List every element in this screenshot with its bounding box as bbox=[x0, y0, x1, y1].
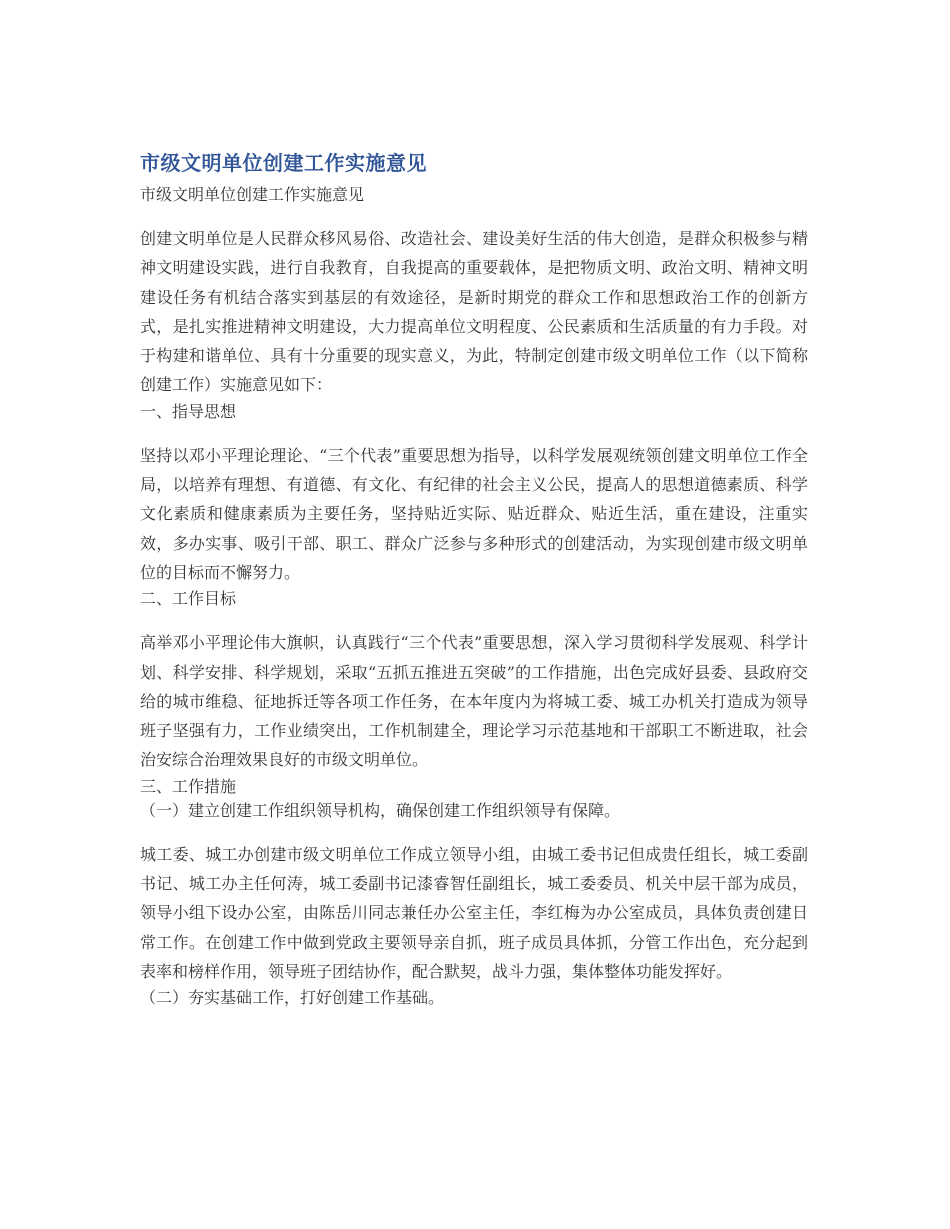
document-title: 市级文明单位创建工作实施意见 bbox=[140, 151, 427, 175]
work-goals-paragraph: 高举邓小平理论伟大旗帜，认真践行“三个代表”重要思想，深入学习贯彻科学发展观、科学计划、科学安排、科学规划，采取“五抓五推进五突破”的工作措施，出色完成好县委、县政府交给的城市维稳、征地拆迁等各项工作任务，在本年度内为将城工委、城工办机关打造成为领导班子坚强有力，工作业绩突出，工作机制建全，理论学习示范基地和干部职工不断进取，社会治安综合治理效果良好的市级文明单位。 bbox=[140, 633, 808, 770]
section-heading-work-goals: 二、工作目标 bbox=[140, 589, 237, 609]
measure-2-heading: （二）夯实基础工作，打好创建工作基础。 bbox=[140, 988, 445, 1008]
document-body bbox=[140, 148, 808, 1010]
guiding-ideology-paragraph: 坚持以邓小平理论理论、“三个代表”重要思想为指导，以科学发展观统领创建文明单位工作全局，以培养有理想、有道德、有文化、有纪律的社会主义公民，提高人的思想道德素质、科学文化素质和健康素质为主要任务，坚持贴近实际、贴近群众、贴近生活，重在建设，注重实效，多办实事、吸引干部、职工、群众广泛参与多种形式的创建活动，为实现创建市级文明单位的目标而不懈努力。 bbox=[140, 445, 808, 582]
measure-1-heading: （一）建立创建工作组织领导机构，确保创建工作组织领导有保障。 bbox=[140, 800, 621, 820]
section-heading-guiding-ideology: 一、指导思想 bbox=[140, 401, 237, 421]
intro-paragraph: 创建文明单位是人民群众移风易俗、改造社会、建设美好生活的伟大创造，是群众积极参与精神文明建设实践，进行自我教育，自我提高的重要载体，是把物质文明、政治文明、精神文明建设任务有机结合落实到基层的有效途径，是新时期党的群众工作和思想政治工作的创新方式，是扎实推进精神文明建设，大力提高单位文明程度、公民素质和生活质量的有力手段。对于构建和谐单位、具有十分重要的现实意义，为此，特制定创建市级文明单位工作（以下简称创建工作）实施意见如下： bbox=[140, 229, 808, 395]
section-heading-work-measures: 三、工作措施 bbox=[140, 776, 237, 796]
measure-1-paragraph: 城工委、城工办创建市级文明单位工作成立领导小组，由城工委书记但成贵任组长，城工委副书记、城工办主任何涛，城工委副书记漆睿智任副组长，城工委委员、机关中层干部为成员，领导小组下设办公室，由陈岳川同志兼任办公室主任，李红梅为办公室成员，具体负责创建日常工作。在创建工作中做到党政主要领导亲自抓，班子成员具体抓，分管工作出色，充分起到表率和榜样作用，领导班子团结协作，配合默契，战斗力强，集体整体功能发挥好。 bbox=[140, 844, 808, 981]
document-subtitle: 市级文明单位创建工作实施意见 bbox=[140, 185, 365, 204]
